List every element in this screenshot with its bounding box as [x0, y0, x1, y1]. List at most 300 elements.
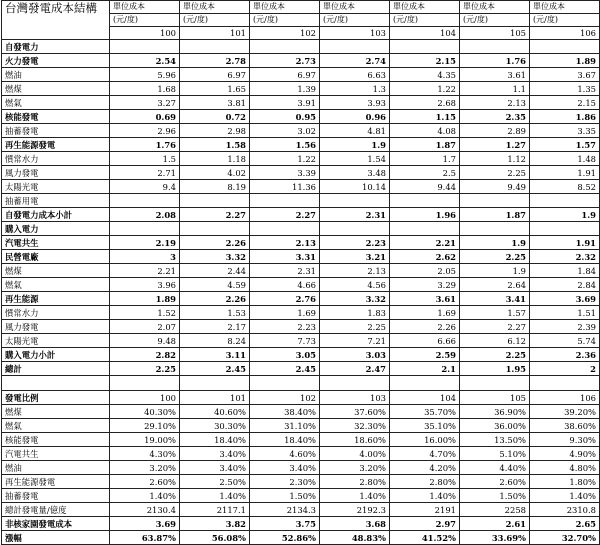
value-cell: 1.86: [530, 110, 600, 124]
value-cell: 9.30%: [530, 433, 600, 447]
table-row: [2, 433, 600, 447]
value-cell: 2.73: [250, 54, 320, 68]
value-cell: 4.40%: [460, 461, 530, 475]
value-cell: 1.5: [110, 152, 180, 166]
value-cell: 48.83%: [320, 531, 390, 545]
table-row: [2, 348, 600, 362]
value-cell: 2.64: [460, 278, 530, 292]
value-cell: 2134.3: [250, 503, 320, 517]
value-cell: [250, 40, 320, 54]
value-cell: 2.15: [530, 96, 600, 110]
row-label: 燃氣: [2, 96, 110, 110]
row-label: 燃氣: [2, 419, 110, 433]
unit-label-2: (元/度): [250, 14, 320, 27]
value-cell: 33.69%: [460, 531, 530, 545]
value-cell: [530, 222, 600, 236]
value-cell: 3.31: [250, 250, 320, 264]
value-cell: 6.12: [460, 334, 530, 348]
value-cell: 1.96: [390, 208, 460, 222]
value-cell: 16.00%: [390, 433, 460, 447]
value-cell: 63.87%: [110, 531, 180, 545]
value-cell: [180, 40, 250, 54]
value-cell: 1.40%: [320, 489, 390, 503]
spacer-cell: [460, 376, 530, 391]
value-cell: 41.52%: [390, 531, 460, 545]
value-cell: 1.3: [320, 82, 390, 96]
value-cell: 18.40%: [180, 433, 250, 447]
value-cell: 1.58: [180, 138, 250, 152]
value-cell: 4.81: [320, 124, 390, 138]
value-cell: 2117.1: [180, 503, 250, 517]
spacer-cell: [320, 376, 390, 391]
value-cell: 3.32: [320, 292, 390, 306]
unit-label: 單位成本: [530, 1, 600, 14]
value-cell: 8.24: [180, 334, 250, 348]
value-cell: 2.36: [530, 348, 600, 362]
spacer-cell: [2, 376, 110, 391]
value-cell: 9.44: [390, 180, 460, 194]
value-cell: 39.20%: [530, 405, 600, 419]
value-cell: 2.31: [250, 264, 320, 278]
value-cell: [250, 222, 320, 236]
value-cell: 9.4: [110, 180, 180, 194]
table-row: [2, 306, 600, 320]
row-label: 抽蓄發電: [2, 124, 110, 138]
row-label: 抽蓄發電: [2, 489, 110, 503]
value-cell: 1.48: [530, 152, 600, 166]
unit-label-2: (元/度): [180, 14, 250, 27]
value-cell: 2.32: [530, 250, 600, 264]
value-cell: [250, 194, 320, 208]
value-cell: 2.68: [390, 96, 460, 110]
value-cell: [460, 222, 530, 236]
value-cell: 1.9: [530, 208, 600, 222]
row-label: 漲幅: [2, 531, 110, 545]
value-cell: 1.9: [320, 138, 390, 152]
value-cell: 2.26: [390, 320, 460, 334]
value-cell: 1.76: [460, 54, 530, 68]
value-cell: 2.50%: [180, 475, 250, 489]
value-cell: [460, 194, 530, 208]
value-cell: 1.69: [390, 306, 460, 320]
value-cell: 3.68: [320, 517, 390, 531]
row-label: 抽蓄用電: [2, 194, 110, 208]
table-row: [2, 138, 600, 152]
row-label: 汽電共生: [2, 236, 110, 250]
value-cell: 1.7: [390, 152, 460, 166]
row-label: 燃煤: [2, 264, 110, 278]
table-row: [2, 320, 600, 334]
value-cell: [320, 40, 390, 54]
value-cell: 2.17: [180, 320, 250, 334]
value-cell: 5.74: [530, 334, 600, 348]
value-cell: 38.60%: [530, 419, 600, 433]
year-header: 105: [460, 27, 530, 40]
table-row: [2, 250, 600, 264]
year-header: 100: [110, 27, 180, 40]
value-cell: 32.30%: [320, 419, 390, 433]
unit-label: 單位成本: [110, 1, 180, 14]
value-cell: 36.00%: [460, 419, 530, 433]
value-cell: 2.76: [250, 292, 320, 306]
value-cell: 1.76: [110, 138, 180, 152]
value-cell: 2.1: [390, 362, 460, 376]
value-cell: 30.30%: [180, 419, 250, 433]
value-cell: 0.95: [250, 110, 320, 124]
value-cell: 1.40%: [180, 489, 250, 503]
value-cell: 2.39: [530, 320, 600, 334]
value-cell: 1.89: [530, 54, 600, 68]
row-label: 總計發電量/億度: [2, 503, 110, 517]
value-cell: 2.25: [110, 362, 180, 376]
unit-label: 單位成本: [250, 1, 320, 14]
year-header: 102: [250, 27, 320, 40]
value-cell: 1.69: [250, 306, 320, 320]
value-cell: [320, 194, 390, 208]
value-cell: 3.75: [250, 517, 320, 531]
value-cell: 37.60%: [320, 405, 390, 419]
row-label: 購入電力: [2, 222, 110, 236]
value-cell: 3.11: [180, 348, 250, 362]
cost-table-body: [2, 1, 600, 545]
value-cell: 10.14: [320, 180, 390, 194]
value-cell: 2.05: [390, 264, 460, 278]
row-label: 燃油: [2, 68, 110, 82]
value-cell: 0.69: [110, 110, 180, 124]
unit-label-2: (元/度): [460, 14, 530, 27]
value-cell: 2.97: [390, 517, 460, 531]
table-row: [2, 475, 600, 489]
value-cell: 3.20%: [320, 461, 390, 475]
value-cell: 2.96: [110, 124, 180, 138]
value-cell: 1.18: [180, 152, 250, 166]
value-cell: 31.10%: [250, 419, 320, 433]
value-cell: 4.59: [180, 278, 250, 292]
value-cell: 2.80%: [320, 475, 390, 489]
value-cell: 2.23: [250, 320, 320, 334]
value-cell: 1.57: [460, 306, 530, 320]
row-label: 非核家園發電成本: [2, 517, 110, 531]
value-cell: 5.96: [110, 68, 180, 82]
value-cell: 4.35: [390, 68, 460, 82]
row-label: 汽電共生: [2, 447, 110, 461]
value-cell: 3.02: [250, 124, 320, 138]
value-cell: 35.70%: [390, 405, 460, 419]
table-row: [2, 208, 600, 222]
value-cell: 6.97: [250, 68, 320, 82]
table-row: [2, 82, 600, 96]
value-cell: 1.84: [530, 264, 600, 278]
value-cell: 2258: [460, 503, 530, 517]
value-cell: 11.36: [250, 180, 320, 194]
value-cell: [110, 40, 180, 54]
value-cell: 1.54: [320, 152, 390, 166]
value-cell: 2130.4: [110, 503, 180, 517]
value-cell: 1.39: [250, 82, 320, 96]
value-cell: 2.21: [110, 264, 180, 278]
spacer-cell: [530, 376, 600, 391]
value-cell: 2.13: [460, 96, 530, 110]
value-cell: 6.97: [180, 68, 250, 82]
value-cell: 4.66: [250, 278, 320, 292]
value-cell: 3.40%: [180, 447, 250, 461]
value-cell: 3.61: [460, 68, 530, 82]
table-row: [2, 194, 600, 208]
value-cell: 2.27: [180, 208, 250, 222]
value-cell: 2.21: [390, 236, 460, 250]
unit-label-2: (元/度): [110, 14, 180, 27]
row-label: 火力發電: [2, 54, 110, 68]
value-cell: 1.22: [250, 152, 320, 166]
value-cell: 1.12: [460, 152, 530, 166]
value-cell: 1.52: [110, 306, 180, 320]
table-row: [2, 236, 600, 250]
value-cell: 1.53: [180, 306, 250, 320]
value-cell: 38.40%: [250, 405, 320, 419]
table-row: [2, 292, 600, 306]
table-row: [2, 110, 600, 124]
value-cell: 18.40%: [250, 433, 320, 447]
value-cell: 2.25: [320, 320, 390, 334]
value-cell: 3.69: [530, 292, 600, 306]
value-cell: 6.63: [320, 68, 390, 82]
value-cell: 1.68: [110, 82, 180, 96]
value-cell: 2.89: [460, 124, 530, 138]
value-cell: 4.60%: [250, 447, 320, 461]
value-cell: 6.66: [390, 334, 460, 348]
value-cell: 4.08: [390, 124, 460, 138]
row-label: 再生能源發電: [2, 138, 110, 152]
value-cell: [110, 222, 180, 236]
table-row: [2, 96, 600, 110]
spacer-cell: [390, 376, 460, 391]
value-cell: 2.44: [180, 264, 250, 278]
row-label: 燃煤: [2, 405, 110, 419]
table-row: [2, 222, 600, 236]
table-row: [2, 54, 600, 68]
value-cell: 1.9: [460, 264, 530, 278]
row-label: 風力發電: [2, 166, 110, 180]
value-cell: 2.60%: [460, 475, 530, 489]
value-cell: 2.19: [110, 236, 180, 250]
year-header: 102: [250, 391, 320, 405]
value-cell: 3.29: [390, 278, 460, 292]
unit-label-2: (元/度): [320, 14, 390, 27]
value-cell: 3: [110, 250, 180, 264]
value-cell: 3.82: [180, 517, 250, 531]
unit-label-2: (元/度): [530, 14, 600, 27]
value-cell: 2.25: [460, 166, 530, 180]
row-label: 總計: [2, 362, 110, 376]
value-cell: 0.96: [320, 110, 390, 124]
value-cell: 2.25: [460, 250, 530, 264]
value-cell: 2.61: [460, 517, 530, 531]
value-cell: 1.80%: [530, 475, 600, 489]
value-cell: 4.56: [320, 278, 390, 292]
table-title: 台灣發電成本結構: [2, 1, 110, 40]
value-cell: 3.41: [460, 292, 530, 306]
value-cell: 3.96: [110, 278, 180, 292]
value-cell: 2.08: [110, 208, 180, 222]
value-cell: 29.10%: [110, 419, 180, 433]
year-header: 106: [530, 391, 600, 405]
table-row: [2, 166, 600, 180]
table-row: [2, 405, 600, 419]
value-cell: 4.90%: [530, 447, 600, 461]
spacer-row: [2, 376, 600, 391]
value-cell: 2.25: [460, 348, 530, 362]
value-cell: 3.40%: [180, 461, 250, 475]
value-cell: 9.49: [460, 180, 530, 194]
table-row: [2, 180, 600, 194]
value-cell: 2.07: [110, 320, 180, 334]
row-label: 自發電力: [2, 40, 110, 54]
value-cell: 2.45: [180, 362, 250, 376]
table-row: [2, 489, 600, 503]
value-cell: 2.80%: [390, 475, 460, 489]
value-cell: 1.40%: [110, 489, 180, 503]
value-cell: 1.89: [110, 292, 180, 306]
cost-table: [1, 0, 600, 545]
unit-label: 單位成本: [460, 1, 530, 14]
year-header: 104: [390, 391, 460, 405]
spacer-cell: [180, 376, 250, 391]
value-cell: 8.52: [530, 180, 600, 194]
table-row: [2, 68, 600, 82]
value-cell: 1.87: [390, 138, 460, 152]
value-cell: 7.21: [320, 334, 390, 348]
value-cell: 3.91: [250, 96, 320, 110]
value-cell: 2.54: [110, 54, 180, 68]
value-cell: [460, 40, 530, 54]
spacer-cell: [110, 376, 180, 391]
value-cell: 2.30%: [250, 475, 320, 489]
ratio-header-row: [2, 391, 600, 405]
value-cell: 1.50%: [250, 489, 320, 503]
value-cell: 2.5: [390, 166, 460, 180]
value-cell: 2.13: [320, 264, 390, 278]
value-cell: 2.98: [180, 124, 250, 138]
value-cell: 19.00%: [110, 433, 180, 447]
value-cell: 1.27: [460, 138, 530, 152]
year-header: 105: [460, 391, 530, 405]
value-cell: 56.08%: [180, 531, 250, 545]
value-cell: 3.03: [320, 348, 390, 362]
value-cell: 2.60%: [110, 475, 180, 489]
value-cell: 35.10%: [390, 419, 460, 433]
value-cell: 2.23: [320, 236, 390, 250]
value-cell: 1.40%: [390, 489, 460, 503]
unit-label: 單位成本: [320, 1, 390, 14]
value-cell: 4.30%: [110, 447, 180, 461]
value-cell: 3.61: [390, 292, 460, 306]
value-cell: 2310.8: [530, 503, 600, 517]
value-cell: 3.81: [180, 96, 250, 110]
value-cell: 18.60%: [320, 433, 390, 447]
value-cell: 4.70%: [390, 447, 460, 461]
value-cell: 40.60%: [180, 405, 250, 419]
value-cell: 2.26: [180, 236, 250, 250]
value-cell: 1.95: [460, 362, 530, 376]
value-cell: 1.1: [460, 82, 530, 96]
value-cell: 2.27: [250, 208, 320, 222]
unit-label: 單位成本: [390, 1, 460, 14]
table-row: [2, 531, 600, 545]
table-row: [2, 264, 600, 278]
year-header: 103: [320, 391, 390, 405]
value-cell: 1.65: [180, 82, 250, 96]
row-label: 核能發電: [2, 433, 110, 447]
table-row: [2, 334, 600, 348]
value-cell: 1.91: [530, 166, 600, 180]
value-cell: 3.40%: [250, 461, 320, 475]
value-cell: [320, 222, 390, 236]
row-label: 自發電力成本小計: [2, 208, 110, 222]
value-cell: 13.50%: [460, 433, 530, 447]
year-header: 104: [390, 27, 460, 40]
row-label: 燃氣: [2, 278, 110, 292]
value-cell: 3.20%: [110, 461, 180, 475]
value-cell: 2.35: [460, 110, 530, 124]
value-cell: 2.84: [530, 278, 600, 292]
row-label: 核能發電: [2, 110, 110, 124]
value-cell: 4.02: [180, 166, 250, 180]
value-cell: 52.86%: [250, 531, 320, 545]
row-label: 再生能源: [2, 292, 110, 306]
value-cell: 32.70%: [530, 531, 600, 545]
table-row: [2, 124, 600, 138]
value-cell: [390, 40, 460, 54]
year-header: 101: [180, 27, 250, 40]
value-cell: 4.80%: [530, 461, 600, 475]
year-header: 101: [180, 391, 250, 405]
table-row: [2, 503, 600, 517]
value-cell: 3.39: [250, 166, 320, 180]
table-row: [2, 40, 600, 54]
table-row: [2, 461, 600, 475]
value-cell: 3.48: [320, 166, 390, 180]
value-cell: 1.51: [530, 306, 600, 320]
ratio-title: 發電比例: [2, 391, 110, 405]
value-cell: [180, 194, 250, 208]
value-cell: 2.71: [110, 166, 180, 180]
value-cell: 7.73: [250, 334, 320, 348]
value-cell: 3.05: [250, 348, 320, 362]
value-cell: 2192.3: [320, 503, 390, 517]
value-cell: 3.69: [110, 517, 180, 531]
row-label: 太陽光電: [2, 334, 110, 348]
value-cell: 3.21: [320, 250, 390, 264]
value-cell: 4.20%: [390, 461, 460, 475]
value-cell: 3.67: [530, 68, 600, 82]
table-row: [2, 362, 600, 376]
spacer-cell: [250, 376, 320, 391]
unit-label: 單位成本: [180, 1, 250, 14]
header-row-units: [2, 1, 600, 14]
row-label: 太陽光電: [2, 180, 110, 194]
value-cell: 1.87: [460, 208, 530, 222]
value-cell: 1.83: [320, 306, 390, 320]
value-cell: 3.27: [110, 96, 180, 110]
value-cell: 1.35: [530, 82, 600, 96]
value-cell: 3.93: [320, 96, 390, 110]
value-cell: 8.19: [180, 180, 250, 194]
value-cell: 1.9: [460, 236, 530, 250]
value-cell: 36.90%: [460, 405, 530, 419]
value-cell: [110, 194, 180, 208]
value-cell: 4.00%: [320, 447, 390, 461]
value-cell: 2.62: [390, 250, 460, 264]
